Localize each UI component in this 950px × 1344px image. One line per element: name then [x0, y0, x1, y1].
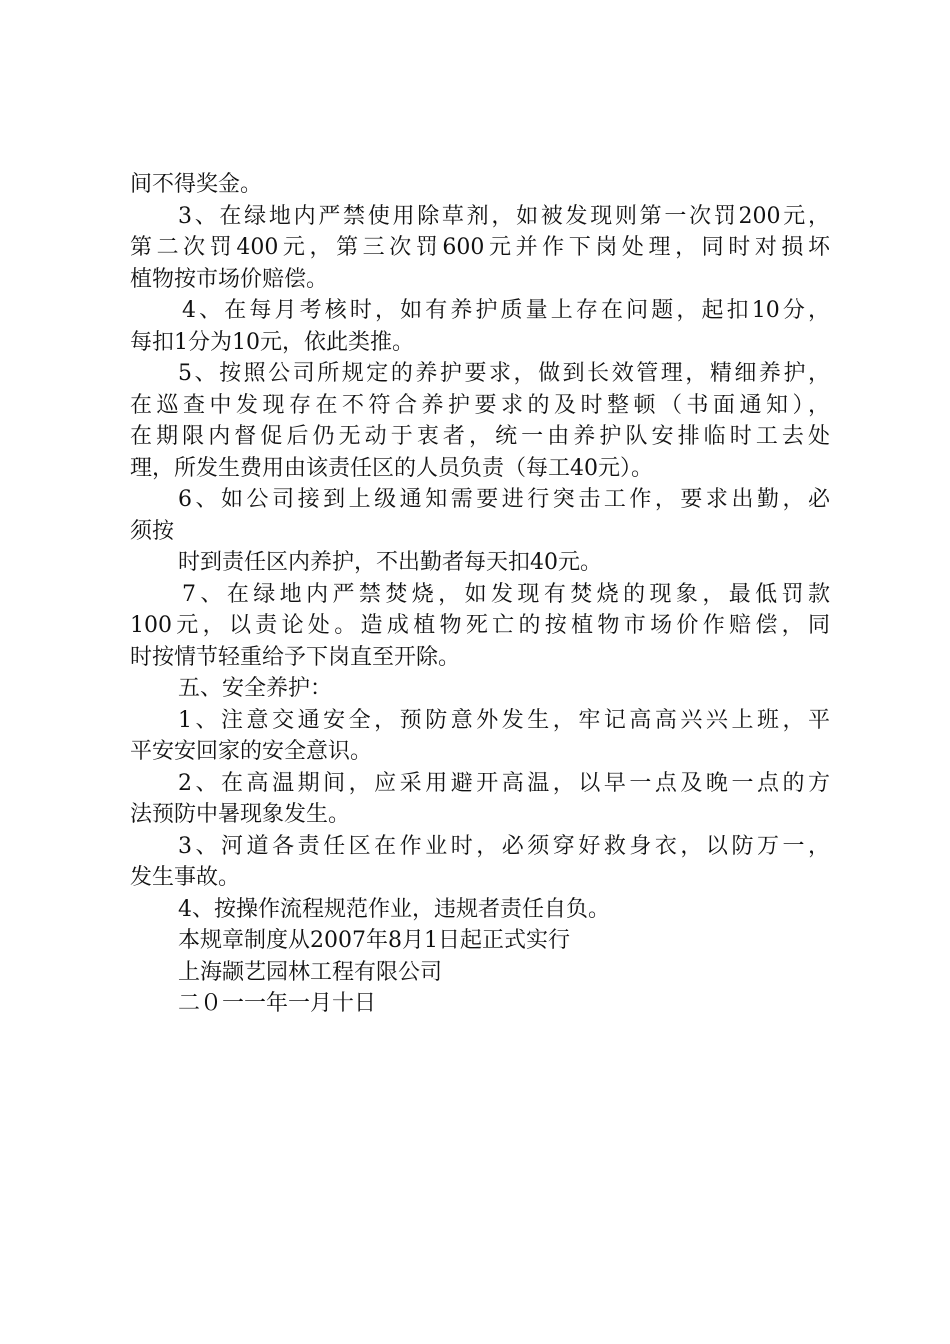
text-line-5: 4、在每月考核时，如有养护质量上存在问题，起扣10分，	[182, 298, 830, 323]
text-line-13: 时到责任区内养护，不出勤者每天扣40元。	[178, 550, 602, 575]
text-line-18: 1、注意交通安全，预防意外发生，牢记高高兴兴上班，平	[178, 707, 830, 733]
text-line-20: 2、在高温期间，应采用避开高温，以早一点及晚一点的方	[178, 770, 830, 796]
text-line-4: 植物按市场价赔偿。	[130, 266, 329, 292]
text-line-21: 法预防中暑现象发生。	[130, 802, 351, 827]
text-line-12: 须按	[130, 518, 175, 544]
text-line-2: 3、在绿地内严禁使用除草剂，如被发现则第一次罚200元，	[178, 203, 830, 229]
text-line-10: 理，所发生费用由该责任区的人员负责（每工40元）。	[130, 455, 653, 481]
text-line-19: 平安安回家的安全意识。	[130, 739, 373, 764]
text-line-22: 3、河道各责任区在作业时，必须穿好救身衣，以防万一，	[178, 833, 830, 859]
text-line-11: 6、如公司接到上级通知需要进行突击工作，要求出勤，必	[178, 487, 830, 512]
document-body	[130, 169, 830, 1020]
text-line-9: 在期限内督促后仍无动于衷者，统一由养护队安排临时工去处	[130, 424, 830, 449]
text-line-26: 上海颛艺园林工程有限公司	[178, 959, 443, 985]
text-line-7: 5、按照公司所规定的养护要求，做到长效管理，精细养护，	[178, 361, 830, 386]
text-line-27: 二０一一年一月十日	[178, 991, 377, 1016]
text-line-15: 100元，以责论处。造成植物死亡的按植物市场价作赔偿，同	[130, 613, 830, 638]
text-line-6: 每扣1分为10元，依此类推。	[130, 329, 414, 355]
text-line-23: 发生事故。	[130, 865, 241, 890]
text-line-3: 第二次罚400元，第三次罚600元并作下岗处理，同时对损坏	[130, 235, 830, 260]
text-line-16: 时按情节轻重给予下岗直至开除。	[130, 644, 461, 670]
text-line-14: 7、在绿地内严禁焚烧，如发现有焚烧的现象，最低罚款	[182, 581, 830, 607]
text-line-17: 五、安全养护：	[178, 676, 333, 701]
text-line-25: 本规章制度从2007年8月1日起正式实行	[178, 928, 570, 953]
text-line-8: 在巡查中发现存在不符合养护要求的及时整顿（书面通知），	[130, 392, 830, 418]
text-line-1: 间不得奖金。	[130, 172, 263, 197]
text-line-24: 4、按操作流程规范作业，违规者责任自负。	[178, 896, 610, 922]
